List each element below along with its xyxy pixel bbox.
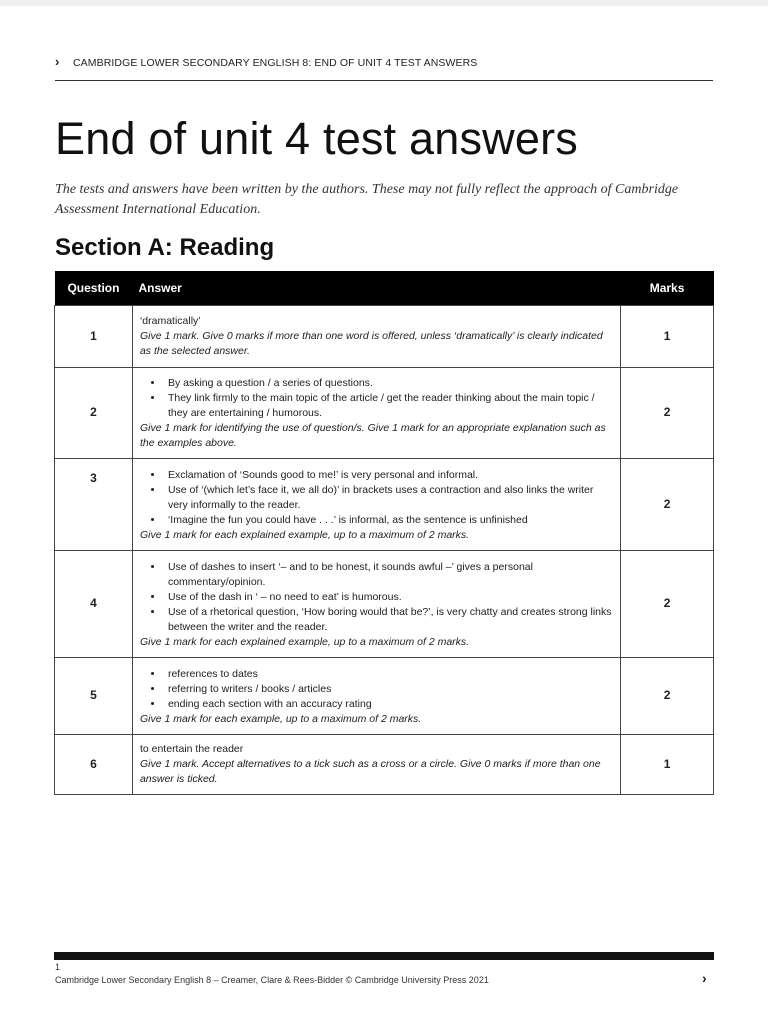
header-marks: Marks [621, 271, 714, 305]
question-number: 6 [55, 734, 133, 794]
running-header [55, 54, 713, 81]
answer-bullet: • referring to writers / books / articles [164, 682, 613, 697]
answer-cell [132, 657, 620, 734]
table-row [55, 734, 714, 794]
question-number: 2 [55, 367, 133, 458]
running-header-text: CAMBRIDGE LOWER SECONDARY ENGLISH 8: END OF UNIT 4 TEST ANSWERS [73, 57, 478, 69]
answer-text: ‘dramatically’ [139, 314, 201, 327]
answer-bullet-list [140, 376, 613, 421]
top-edge-strip [0, 0, 768, 6]
header-question: Question [55, 271, 133, 305]
section-title: Section A: Reading [55, 234, 275, 261]
answer-bullet: • Exclamation of ‘Sounds good to me!’ is very personal and informal. [164, 468, 613, 483]
table-row [55, 550, 714, 657]
marking-guidance: Give 1 mark for each explained example, up to a maximum of 2 marks. [139, 635, 470, 648]
marking-guidance: Give 1 mark for each example, up to a maximum of 2 marks. [139, 712, 422, 725]
answer-text: to entertain the reader [139, 742, 244, 755]
answer-bullet-list [140, 667, 613, 712]
answer-bullet-list [140, 560, 613, 635]
header-answer: Answer [132, 271, 620, 305]
marks-value: 2 [621, 458, 714, 550]
marks-value: 1 [621, 734, 714, 794]
answers-table [54, 271, 714, 795]
marking-guidance: Give 1 mark for identifying the use of question/s. Give 1 mark for an appropriate explanation such as the examples above. [139, 422, 606, 449]
answer-cell [132, 305, 620, 367]
answer-bullet: • Use of ‘(which let’s face it, we all do)’ in brackets uses a contraction and also links the writer very informally to the reader. [164, 483, 613, 513]
question-number: 1 [55, 305, 133, 367]
disclaimer: The tests and answers have been written by the authors. These may not fully reflect the approach of Cambridge Assessment International Education. [55, 182, 679, 217]
marks-value: 1 [621, 305, 714, 367]
table-row [55, 367, 714, 458]
page-number: 1 [55, 962, 61, 972]
question-number: 4 [55, 550, 133, 657]
question-number: 3 [55, 458, 133, 550]
answer-cell [132, 458, 620, 550]
table-row [55, 458, 714, 550]
chevron-right-icon: › [55, 54, 60, 69]
answer-bullet: • They link firmly to the main topic of the article / get the reader thinking about the main topic / they are entertaining / humorous. [164, 391, 613, 421]
page-title: End of unit 4 test answers [55, 113, 578, 164]
answer-bullet: • ‘Imagine the fun you could have . . .’ is informal, as the sentence is unfinished [164, 513, 613, 528]
marking-guidance: Give 1 mark. Accept alternatives to a tick such as a cross or a circle. Give 0 marks if more than one answer is ticked. [139, 757, 601, 785]
answer-bullet: • Use of dashes to insert ‘– and to be honest, it sounds awful –’ gives a personal commentary/opinion. [164, 560, 613, 590]
answer-cell [132, 367, 620, 458]
footer-copyright: Cambridge Lower Secondary English 8 – Creamer, Clare & Rees-Bidder © Cambridge University Press 2021 [55, 975, 489, 985]
marks-value: 2 [621, 367, 714, 458]
table-header-row [55, 271, 714, 305]
answer-bullet: • references to dates [164, 667, 613, 682]
answer-bullet: • Use of a rhetorical question, ‘How boring would that be?’, is very chatty and creates strong links between the writer and the reader. [164, 605, 613, 635]
table-row [55, 305, 714, 367]
answer-bullet: • ending each section with an accuracy rating [164, 697, 613, 712]
answer-cell [132, 734, 620, 794]
answer-cell [132, 550, 620, 657]
answer-bullet: • By asking a question / a series of questions. [164, 376, 613, 391]
footer-rule [54, 952, 714, 960]
table-row [55, 657, 714, 734]
marking-guidance: Give 1 mark for each explained example, up to a maximum of 2 marks. [139, 528, 470, 541]
marks-value: 2 [621, 550, 714, 657]
marks-value: 2 [621, 657, 714, 734]
chevron-right-icon: › [702, 970, 707, 986]
answer-bullet: • Use of the dash in ‘ – no need to eat’ is humorous. [164, 590, 613, 605]
marking-guidance: Give 1 mark. Give 0 marks if more than one word is offered, unless ‘dramatically’ is clearly indicated as the selected answer. [139, 329, 603, 357]
answer-bullet-list [140, 468, 613, 528]
question-number: 5 [55, 657, 133, 734]
